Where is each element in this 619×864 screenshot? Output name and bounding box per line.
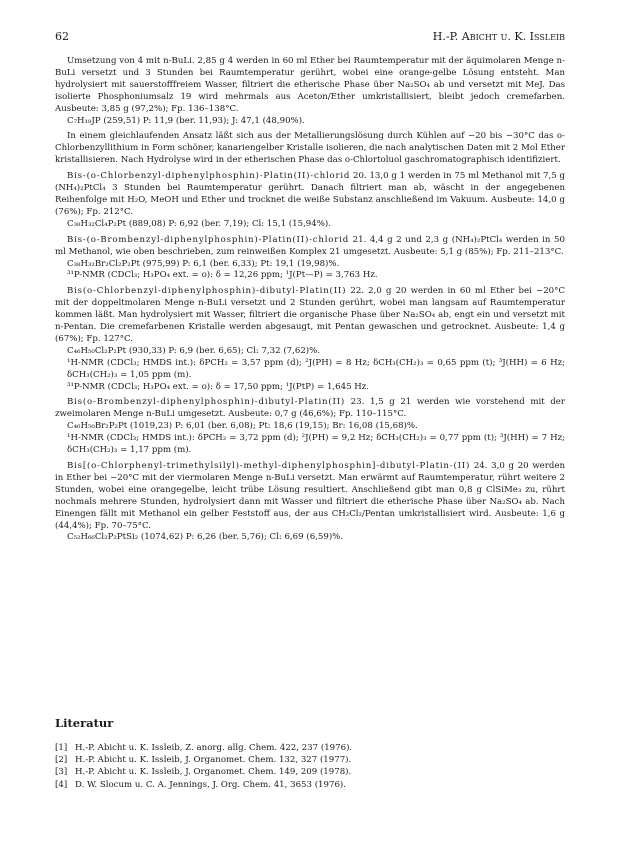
reference-text: H.-P. Abicht u. K. Issleib, J. Organomet. Chem. 132, 327 (1977).	[75, 755, 352, 766]
reference-item	[55, 779, 565, 791]
reference-item	[55, 742, 565, 754]
analysis-line	[55, 346, 565, 358]
reference-number: [1]	[55, 743, 68, 753]
nmr-line	[55, 382, 565, 394]
paragraph-text: 21. 4,4 g 2 und 2,3 g (NH₄)₂PtCl₄ werden in 50 ml Methanol, wie oben beschrieben, zum reinweißen Komplex 21 umgesetzt. Ausbeute: 5,1 g (85%); Fp. 211–213°C.	[55, 234, 565, 257]
reference-text: H.-P. Abicht u. K. Issleib, J. Organomet. Chem. 149, 209 (1978).	[75, 767, 352, 778]
page-header	[55, 30, 565, 48]
reference-number: [2]	[55, 755, 68, 766]
paragraph-compound-21	[55, 235, 565, 259]
paragraph-text: ³¹P-NMR (CDCl₃; H₃PO₄ ext. = o): δ = 17,50 ppm; ¹J(PtP) = 1,645 Hz.	[67, 381, 370, 392]
reference-text: D. W. Slocum u. C. A. Jennings, J. Org. Chem. 41, 3653 (1976).	[75, 779, 347, 790]
paragraph-compound-23	[55, 397, 565, 421]
nmr-line	[55, 433, 565, 457]
paragraph-text: C₃₈H₃₂Cl₄P₂Pt (889,08) P: 6,92 (ber. 7,19); Cl: 15,1 (15,94%).	[67, 218, 331, 229]
paragraph-text: 22. 2,0 g 20 werden in 60 ml Ether bei −20°C mit der doppeltmolaren Menge n-BuLi versetzt und 2 Stunden gerührt, wobei man langsam auf Raumtemperatur kommen läßt. Man hydrolysiert mit Wasser, filtriert die organische Phase über Na₂SO₄ ab, engt ein und versetzt mit n-Pentan. Die cremefarbenen Kristalle werden abgesaugt, mit Pentan gewaschen und getrocknet. Ausbeute: 1,4 g (67%); Fp. 127°C.	[55, 286, 565, 344]
page-number: 62	[55, 30, 69, 43]
paragraph-text: In einem gleichlaufenden Ansatz läßt sich aus der Metallierungslösung durch Kühlen auf −20 bis −30°C das o-Chlorbenzyllithium in Form schöner, kanariengelber Kristalle isolieren, die nach analytischen Daten mit 2 Mol Ether kristallisieren. Nach Hydrolyse wird in der etherischen Phase das o-Chlortoluol gaschromatographisch identifiziert.	[55, 131, 565, 166]
paragraph-text: 20. 13,0 g 1 werden in 75 ml Methanol mit 7,5 g (NH₄)₂PtCl₄ 3 Stunden bei Raumtemperatur gerührt. Danach filtriert man ab, wäscht in der angegebenen Reihenfolge mit H₂O, MeOH und Ether und trocknet die weiße Substanz anschließend im Vakuum. Ausbeute: 14,0 g (76%); Fp. 212°C.	[55, 171, 565, 217]
analysis-line	[55, 259, 565, 271]
paragraph-chlorobenzyllithium	[55, 131, 565, 167]
reference-item	[55, 754, 565, 766]
paragraph-text: 24. 3,0 g 20 werden in Ether bei −20°C mit der viermolaren Menge n-BuLi versetzt. Man erwärmt auf Raumtemperatur, rührt weitere 2 Stunden, wobei eine orangegelbe, leicht trübe Lösung resultiert. Anschließend gibt man 0,8 g ClSiMe₃ zu, rührt nochmals mehrere Stunden, hydrolysiert dann mit Wasser und filtriert die etherische Phase über Na₂SO₄ ab. Nach Einengen fällt mit Methanol ein gelber Feststoff aus, der aus CH₂Cl₂/Pentan umkristallisiert wird. Ausbeute: 1,6 g (44,4%); Fp. 70–75°C.	[55, 461, 565, 531]
reference-text: H.-P. Abicht u. K. Issleib, Z. anorg. allg. Chem. 422, 237 (1976).	[75, 743, 353, 753]
compound-title: Bis-(o-Chlorbenzyl-diphenylphosphin)-Platin(II)-chlorid	[67, 171, 351, 182]
paragraph-compound-22	[55, 286, 565, 346]
paragraph-text: ¹H-NMR (CDCl₃; HMDS int.): δPCH₂ = 3,72 ppm (d); ²J(PH) = 9,2 Hz; δCH₃(CH₂)₃ = 0,77 ppm (t); ³J(HH) = 7 Hz; δCH₃(CH₂)₃ = 1,17 ppm (m).	[67, 433, 565, 456]
reference-number: [4]	[55, 779, 68, 790]
paragraph-text: C₃₈H₃₂Br₂Cl₂P₂Pt (975,99) P: 6,1 (ber. 6,33); Pt: 19,1 (19,98)%.	[67, 258, 340, 269]
paragraph-compound-24	[55, 461, 565, 532]
compound-title: Bis-(o-Brombenzyl-diphenylphosphin)-Platin(II)-chlorid	[67, 234, 350, 245]
compound-title: Bis[(o-Chlorphenyl-trimethylsilyl)-methyl-diphenylphosphin]-dibutyl-Platin-(II)	[67, 461, 471, 471]
paragraph-text: ³¹P-NMR (CDCl₃; H₃PO₄ ext. = o): δ = 12,26 ppm; ¹J(Pt—P) = 3,763 Hz.	[67, 270, 378, 281]
paragraph-text: C₅₂H₆₆Cl₂P₂PtSi₂ (1074,62) P: 6,26 (ber. 5,76); Cl: 6,69 (6,59)%.	[67, 532, 344, 543]
references-heading: Literatur	[55, 716, 114, 730]
reference-number: [3]	[55, 767, 68, 778]
analysis-line	[55, 421, 565, 433]
nmr-line	[55, 358, 565, 382]
analysis-line	[55, 116, 565, 128]
compound-title: Bis(o-Brombenzyl-diphenylphosphin)-dibutyl-Platin(II)	[67, 397, 346, 408]
paragraph-text: C₇H₁₈JP (259,51) P: 11,9 (ber. 11,93); J: 47,1 (48,90%).	[67, 115, 305, 126]
running-head: H.-P. Abicht u. K. Issleib	[432, 30, 565, 43]
paragraph-compound-20	[55, 171, 565, 219]
analysis-line	[55, 532, 565, 544]
paragraph-text: Umsetzung von 4 mit n-BuLi. 2,85 g 4 werden in 60 ml Ether bei Raumtemperatur mit der äquimolaren Menge n-BuLi versetzt und 3 Stunden bei Raumtemperatur gerührt, wobei eine orange-gelbe Lösung entsteht. Man hydrolysiert mit sauerstofffreiem Wasser, filtriert die etherische Phase über Na₂SO₄ ab und versetzt mit MeJ. Das isolierte Phosphoniumsalz 19 wird mehrmals aus Aceton/Ether umkristallisiert, bleibt jedoch cremefarben. Ausbeute: 3,85 g (97,2%); Fp. 136–138°C.	[55, 56, 565, 114]
analysis-line	[55, 219, 565, 231]
references-list	[55, 742, 565, 791]
paragraph-text: C₄₆H₅₀Cl₂P₂Pt (930,33) P: 6,9 (ber. 6,65); Cl: 7,32 (7,62)%.	[67, 345, 321, 356]
experimental-section	[55, 56, 565, 544]
paragraph-text: ¹H-NMR (CDCl₃; HMDS int.): δPCH₂ = 3,57 ppm (d); ²J(PH) = 8 Hz; δCH₃(CH₂)₃ = 0,65 ppm (t); ³J(HH) = 6 Hz; δCH₃(CH₂)₃ = 1,05 ppm (m).	[67, 357, 565, 380]
paragraph-metalation	[55, 56, 565, 116]
reference-item	[55, 766, 565, 778]
compound-title: Bis(o-Chlorbenzyl-diphenylphosphin)-dibutyl-Platin(II)	[67, 286, 347, 297]
nmr-line	[55, 270, 565, 282]
paragraph-text: 23. 1,5 g 21 werden wie vorstehend mit der zweimolaren Menge n-BuLi umgesetzt. Ausbeute: 0,7 g (46,6%); Fp. 110–115°C.	[55, 397, 565, 420]
paragraph-text: C₄₆H₅₀Br₂P₂Pt (1019,23) P: 6,01 (ber. 6,08); Pt: 18,6 (19,15); Br: 16,08 (15,68)%.	[67, 421, 418, 432]
